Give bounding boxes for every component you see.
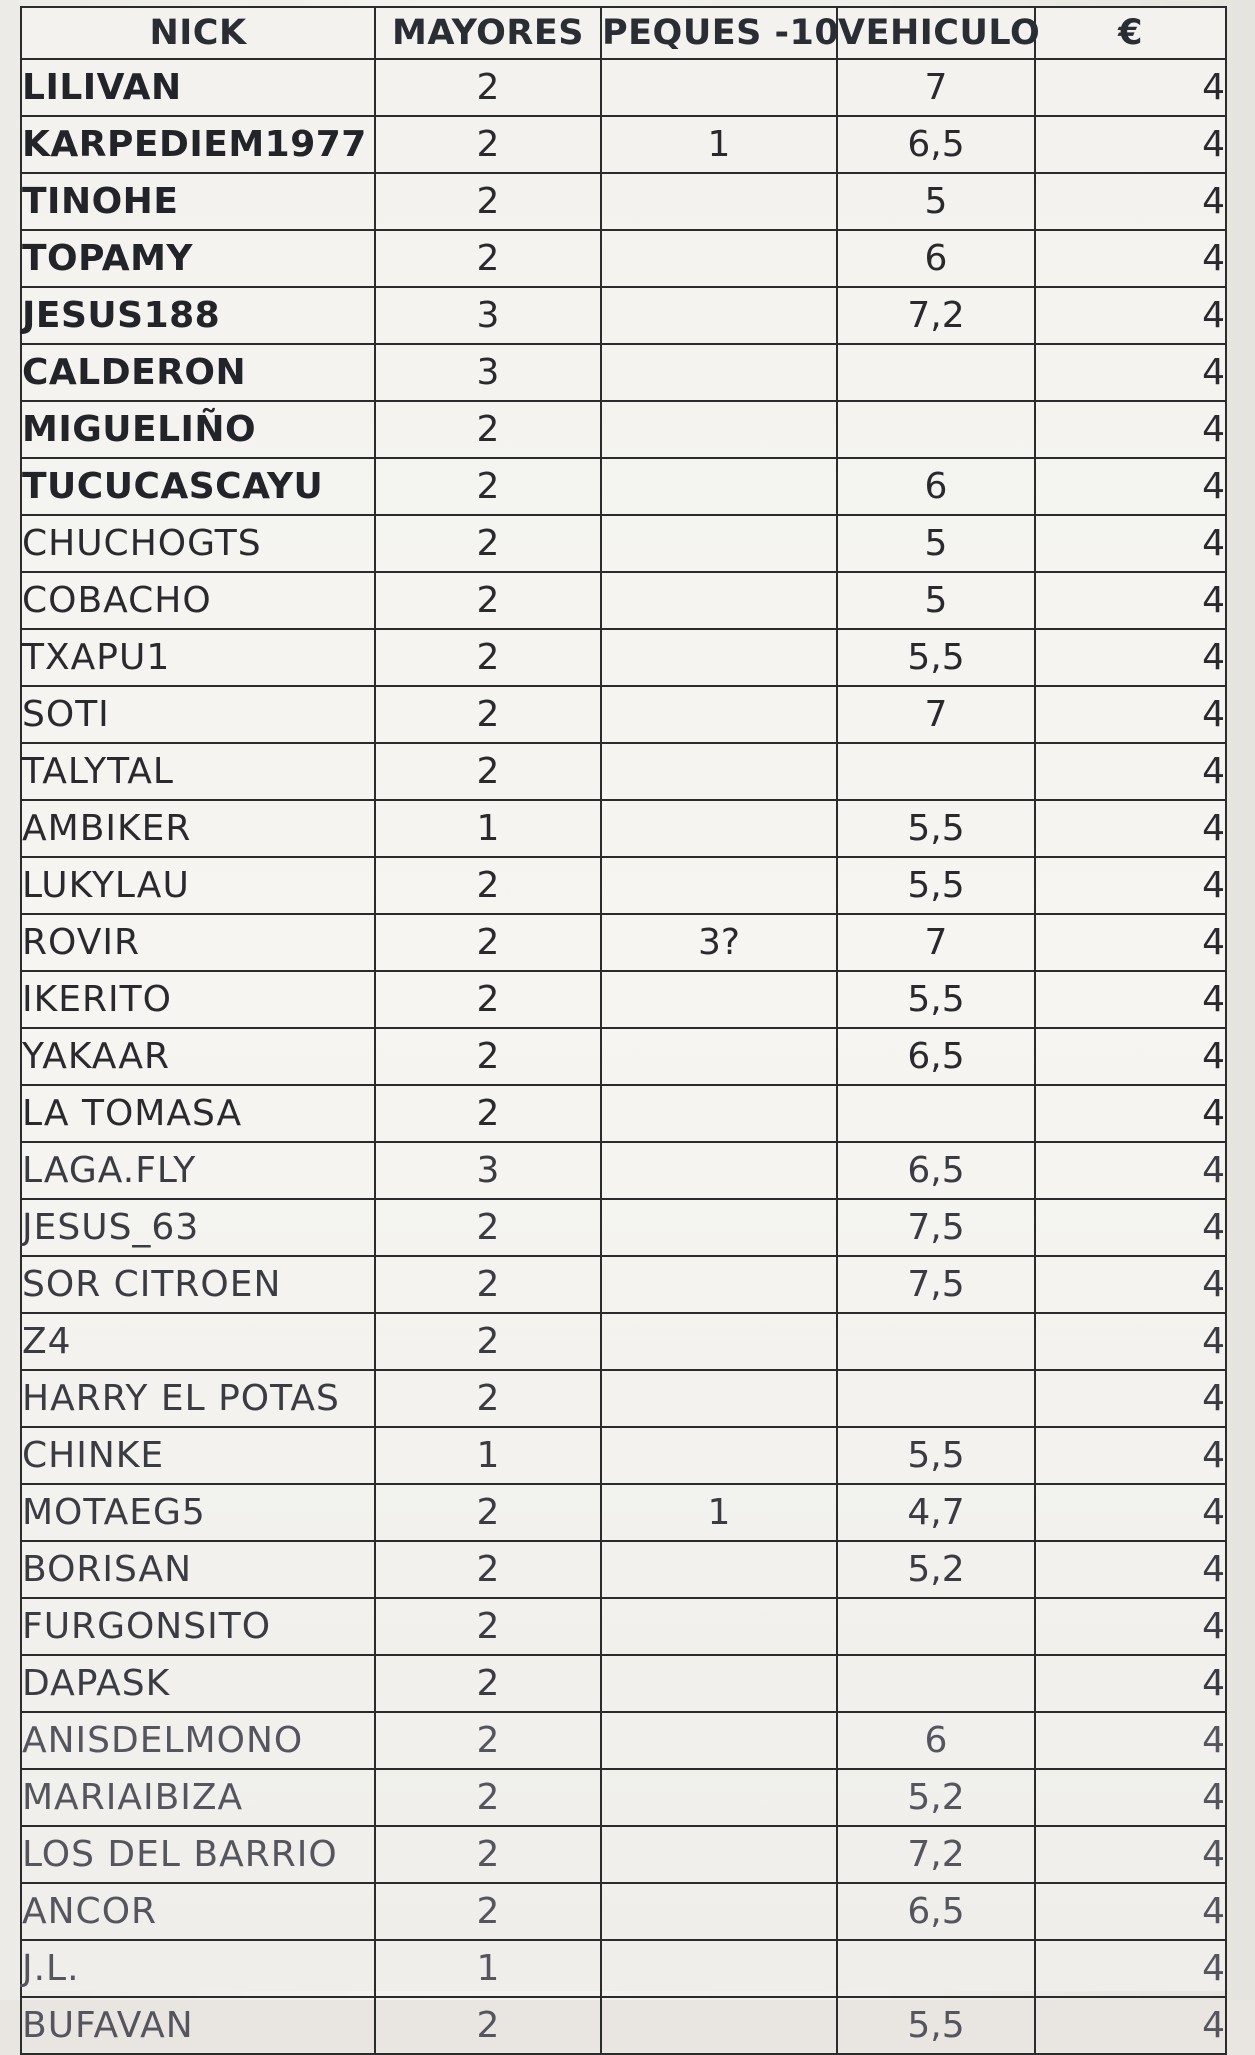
cell-vehiculo: 6,5 [837,116,1035,173]
cell-peques [601,401,837,458]
column-header-nick: NICK [21,7,375,59]
cell-euro: 4 [1035,1370,1226,1427]
cell-peques [601,1712,837,1769]
cell-nick: TXAPU1 [21,629,375,686]
cell-peques [601,1940,837,1997]
cell-nick: MIGUELIÑO [21,401,375,458]
table-row [21,1541,1226,1598]
cell-vehiculo: 5,2 [837,1541,1035,1598]
cell-mayores: 2 [375,1541,601,1598]
cell-peques [601,971,837,1028]
cell-mayores: 2 [375,401,601,458]
table-row [21,1142,1226,1199]
table-row [21,1484,1226,1541]
column-header-peques: PEQUES -10 [601,7,837,59]
table-row [21,572,1226,629]
cell-peques [601,800,837,857]
cell-mayores: 1 [375,1940,601,1997]
cell-nick: BORISAN [21,1541,375,1598]
cell-peques [601,1997,837,2054]
cell-vehiculo: 5 [837,572,1035,629]
cell-euro: 4 [1035,287,1226,344]
cell-euro: 4 [1035,515,1226,572]
cell-mayores: 2 [375,1883,601,1940]
cell-nick: LUKYLAU [21,857,375,914]
cell-mayores: 2 [375,59,601,116]
table-row [21,1712,1226,1769]
cell-vehiculo: 5 [837,173,1035,230]
table-row [21,743,1226,800]
cell-euro: 4 [1035,1427,1226,1484]
cell-mayores: 3 [375,1142,601,1199]
cell-vehiculo: 5,5 [837,857,1035,914]
cell-vehiculo: 5,5 [837,971,1035,1028]
cell-nick: SOTI [21,686,375,743]
cell-nick: Z4 [21,1313,375,1370]
cell-peques [601,458,837,515]
cell-euro: 4 [1035,1142,1226,1199]
cell-mayores: 2 [375,971,601,1028]
cell-euro: 4 [1035,1541,1226,1598]
cell-vehiculo: 5,5 [837,629,1035,686]
cell-mayores: 2 [375,1712,601,1769]
cell-nick: CHUCHOGTS [21,515,375,572]
table-row [21,971,1226,1028]
cell-mayores: 2 [375,1085,601,1142]
cell-nick: TALYTAL [21,743,375,800]
cell-vehiculo: 7 [837,914,1035,971]
cell-nick: HARRY EL POTAS [21,1370,375,1427]
cell-mayores: 2 [375,743,601,800]
cell-euro: 4 [1035,743,1226,800]
cell-mayores: 2 [375,1199,601,1256]
cell-euro: 4 [1035,1826,1226,1883]
cell-vehiculo [837,1313,1035,1370]
cell-vehiculo: 7,2 [837,1826,1035,1883]
cell-euro: 4 [1035,1769,1226,1826]
cell-euro: 4 [1035,686,1226,743]
cell-vehiculo: 7 [837,686,1035,743]
cell-nick: DAPASK [21,1655,375,1712]
spreadsheet [20,6,1225,2046]
cell-euro: 4 [1035,1484,1226,1541]
cell-mayores: 2 [375,1826,601,1883]
cell-peques [601,1826,837,1883]
cell-peques [601,1769,837,1826]
cell-euro: 4 [1035,173,1226,230]
cell-mayores: 2 [375,629,601,686]
table-row [21,1826,1226,1883]
cell-peques: 1 [601,1484,837,1541]
cell-peques [601,1541,837,1598]
cell-euro: 4 [1035,971,1226,1028]
table-row [21,1598,1226,1655]
cell-nick: COBACHO [21,572,375,629]
cell-peques [601,1313,837,1370]
attendance-table [20,6,1227,2055]
table-row [21,1769,1226,1826]
cell-mayores: 2 [375,572,601,629]
cell-euro: 4 [1035,1883,1226,1940]
cell-vehiculo [837,1940,1035,1997]
cell-mayores: 2 [375,1028,601,1085]
table-row [21,629,1226,686]
table-row [21,914,1226,971]
cell-nick: LOS DEL BARRIO [21,1826,375,1883]
cell-mayores: 2 [375,1598,601,1655]
cell-peques [601,686,837,743]
cell-nick: LAGA.FLY [21,1142,375,1199]
table-row [21,1085,1226,1142]
cell-peques [601,629,837,686]
cell-peques [601,230,837,287]
cell-vehiculo: 6,5 [837,1883,1035,1940]
cell-nick: ROVIR [21,914,375,971]
table-row [21,1427,1226,1484]
cell-mayores: 1 [375,1427,601,1484]
cell-euro: 4 [1035,1199,1226,1256]
cell-mayores: 2 [375,173,601,230]
cell-mayores: 1 [375,800,601,857]
table-row [21,1256,1226,1313]
cell-peques [601,572,837,629]
cell-euro: 4 [1035,629,1226,686]
cell-vehiculo: 5,5 [837,1427,1035,1484]
cell-peques [601,173,837,230]
cell-nick: IKERITO [21,971,375,1028]
table-row [21,1883,1226,1940]
cell-vehiculo: 7,2 [837,287,1035,344]
table-row [21,686,1226,743]
cell-nick: FURGONSITO [21,1598,375,1655]
cell-nick: CALDERON [21,344,375,401]
table-row [21,1370,1226,1427]
cell-euro: 4 [1035,1598,1226,1655]
table-row [21,1199,1226,1256]
cell-mayores: 2 [375,230,601,287]
cell-peques [601,1028,837,1085]
cell-euro: 4 [1035,1313,1226,1370]
cell-mayores: 2 [375,458,601,515]
cell-mayores: 2 [375,1997,601,2054]
table-row [21,116,1226,173]
cell-mayores: 2 [375,1484,601,1541]
table-row [21,1313,1226,1370]
cell-vehiculo [837,1370,1035,1427]
cell-vehiculo: 7,5 [837,1256,1035,1313]
cell-nick: CHINKE [21,1427,375,1484]
cell-nick: BUFAVAN [21,1997,375,2054]
cell-euro: 4 [1035,1085,1226,1142]
cell-vehiculo: 6,5 [837,1142,1035,1199]
table-row [21,173,1226,230]
cell-peques [601,1142,837,1199]
cell-nick: ANCOR [21,1883,375,1940]
cell-euro: 4 [1035,1997,1226,2054]
cell-nick: JESUS188 [21,287,375,344]
cell-mayores: 2 [375,515,601,572]
cell-euro: 4 [1035,857,1226,914]
cell-vehiculo [837,344,1035,401]
cell-mayores: 3 [375,287,601,344]
cell-vehiculo [837,1598,1035,1655]
cell-euro: 4 [1035,1256,1226,1313]
table-row [21,1028,1226,1085]
cell-nick: LILIVAN [21,59,375,116]
cell-nick: TINOHE [21,173,375,230]
cell-vehiculo: 4,7 [837,1484,1035,1541]
cell-euro: 4 [1035,59,1226,116]
table-row [21,1940,1226,1997]
cell-mayores: 2 [375,1769,601,1826]
cell-peques [601,1370,837,1427]
cell-mayores: 2 [375,857,601,914]
table-row [21,800,1226,857]
table-row [21,1997,1226,2054]
cell-vehiculo [837,1085,1035,1142]
cell-peques [601,1256,837,1313]
cell-peques [601,1655,837,1712]
table-row [21,344,1226,401]
cell-vehiculo [837,743,1035,800]
cell-vehiculo: 6 [837,1712,1035,1769]
cell-vehiculo: 5,5 [837,800,1035,857]
cell-euro: 4 [1035,914,1226,971]
cell-vehiculo: 7 [837,59,1035,116]
cell-euro: 4 [1035,116,1226,173]
cell-nick: TUCUCASCAYU [21,458,375,515]
cell-mayores: 2 [375,914,601,971]
cell-mayores: 2 [375,116,601,173]
cell-mayores: 3 [375,344,601,401]
cell-nick: KARPEDIEM1977 [21,116,375,173]
cell-nick: JESUS_63 [21,1199,375,1256]
cell-euro: 4 [1035,230,1226,287]
cell-vehiculo: 6 [837,230,1035,287]
cell-mayores: 2 [375,1313,601,1370]
cell-peques [601,1427,837,1484]
cell-peques [601,1199,837,1256]
cell-vehiculo: 5,2 [837,1769,1035,1826]
cell-nick: MOTAEG5 [21,1484,375,1541]
cell-euro: 4 [1035,1712,1226,1769]
cell-nick: ANISDELMONO [21,1712,375,1769]
cell-peques [601,344,837,401]
table-row [21,230,1226,287]
column-header-vehiculo: VEHICULO [837,7,1035,59]
cell-euro: 4 [1035,458,1226,515]
cell-peques [601,59,837,116]
cell-nick: J.L. [21,1940,375,1997]
cell-euro: 4 [1035,344,1226,401]
cell-peques: 3? [601,914,837,971]
table-row [21,287,1226,344]
cell-peques [601,857,837,914]
table-body [21,59,1226,2054]
cell-vehiculo: 6 [837,458,1035,515]
cell-vehiculo: 5 [837,515,1035,572]
cell-vehiculo: 5,5 [837,1997,1035,2054]
cell-vehiculo [837,401,1035,458]
header-row [21,7,1226,59]
cell-nick: SOR CITROEN [21,1256,375,1313]
cell-nick: YAKAAR [21,1028,375,1085]
cell-euro: 4 [1035,1028,1226,1085]
cell-peques [601,1085,837,1142]
cell-euro: 4 [1035,1655,1226,1712]
cell-euro: 4 [1035,401,1226,458]
cell-peques [601,743,837,800]
column-header-mayores: MAYORES [375,7,601,59]
cell-euro: 4 [1035,572,1226,629]
cell-vehiculo: 7,5 [837,1199,1035,1256]
table-row [21,401,1226,458]
cell-vehiculo [837,1655,1035,1712]
cell-peques [601,1598,837,1655]
column-header-euro: € [1035,7,1226,59]
cell-peques: 1 [601,116,837,173]
cell-nick: LA TOMASA [21,1085,375,1142]
table-row [21,59,1226,116]
cell-nick: MARIAIBIZA [21,1769,375,1826]
table-row [21,515,1226,572]
cell-mayores: 2 [375,1256,601,1313]
table-row [21,857,1226,914]
cell-peques [601,1883,837,1940]
cell-mayores: 2 [375,1370,601,1427]
cell-mayores: 2 [375,686,601,743]
cell-peques [601,287,837,344]
cell-mayores: 2 [375,1655,601,1712]
cell-nick: TOPAMY [21,230,375,287]
cell-euro: 4 [1035,1940,1226,1997]
table-row [21,458,1226,515]
cell-peques [601,515,837,572]
cell-euro: 4 [1035,800,1226,857]
cell-vehiculo: 6,5 [837,1028,1035,1085]
cell-nick: AMBIKER [21,800,375,857]
table-row [21,1655,1226,1712]
